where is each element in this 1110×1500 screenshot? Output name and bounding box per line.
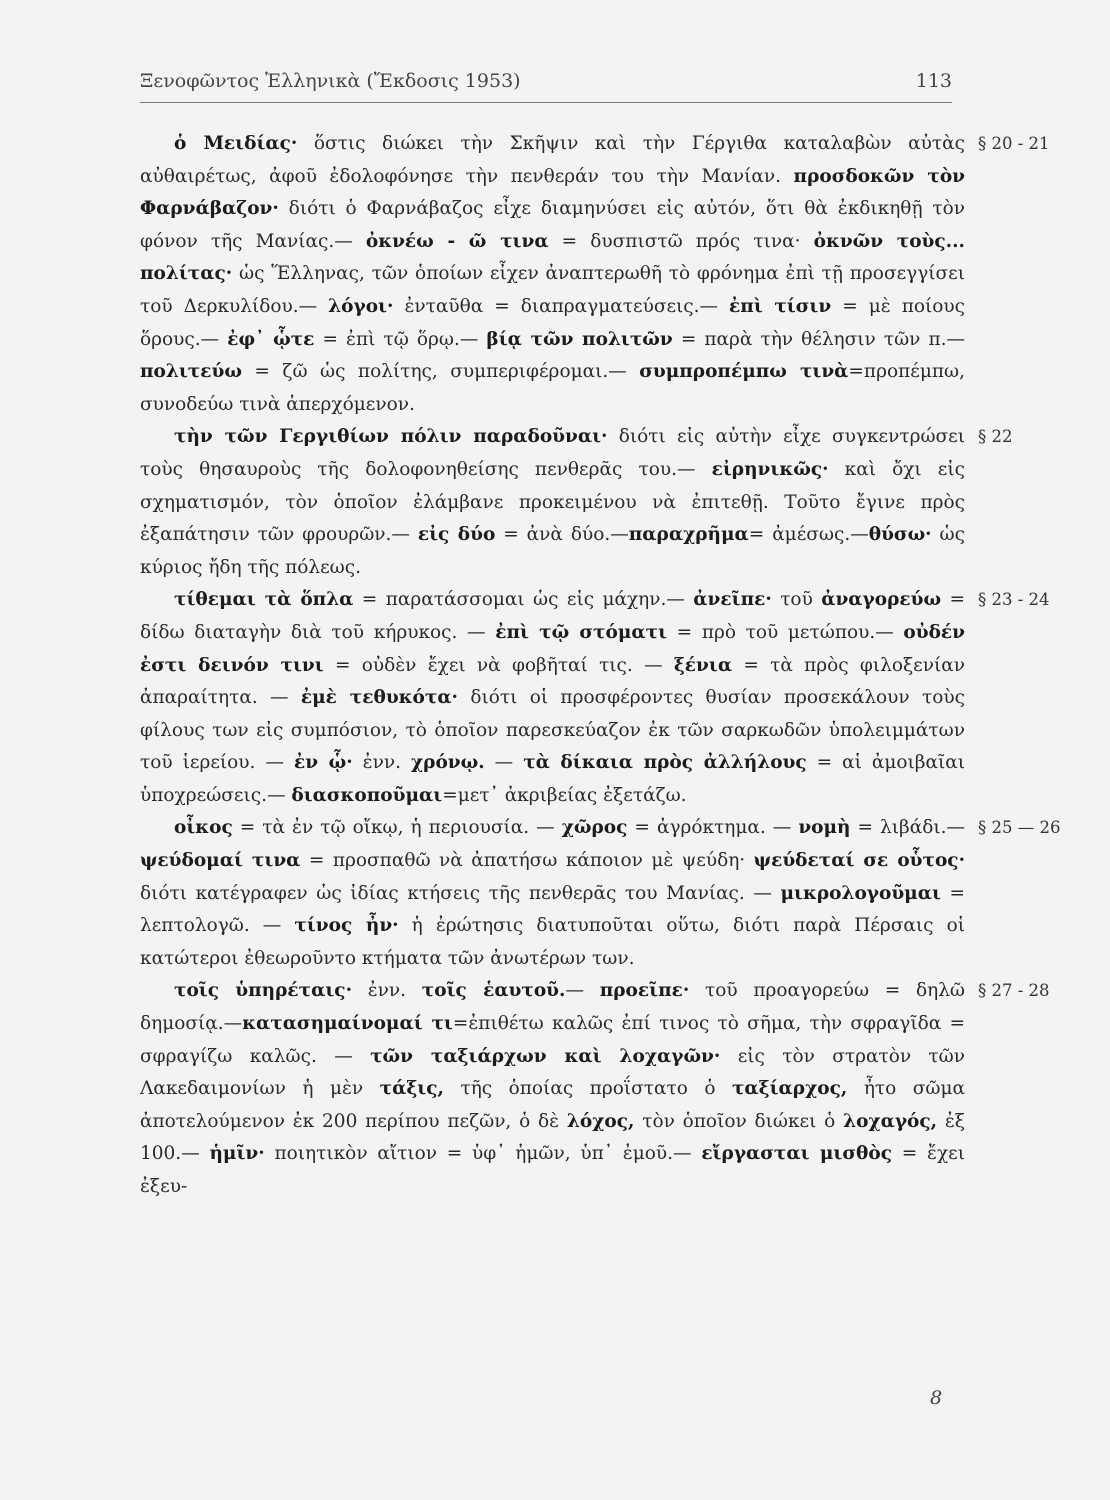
- header-rule: [140, 102, 952, 103]
- commentary-paragraph: [140, 421, 1013, 584]
- lemma: χῶρος: [561, 817, 628, 839]
- lemma: νομὴ: [798, 817, 851, 839]
- gloss: ἐνν.: [352, 980, 422, 1002]
- lemma: εἴργασται μισθὸς: [701, 1143, 892, 1165]
- gloss: = προσπαθῶ νὰ ἀπατήσω κάποιον μὲ ψεύδη·: [300, 850, 754, 872]
- gloss: ἐνταῦθα = διαπραγματεύσεις.—: [393, 295, 730, 317]
- section-marker: § 27 - 28: [978, 981, 1050, 1001]
- lemma: οἶκος: [174, 817, 233, 839]
- gloss: ἐνν.: [352, 752, 411, 774]
- lemma: τὰ δίκαια πρὸς ἀλλήλους: [523, 752, 807, 774]
- lemma: ἀνεῖπε·: [693, 589, 772, 611]
- gloss: = τὰ πρὸς φιλοξενίαν ἀπαραίτητα. —: [140, 654, 965, 709]
- lemma: χρόνῳ.: [410, 752, 485, 774]
- gloss: ὅστις διώκει τὴν Σκῆψιν καὶ τὴν Γέργιθα καταλαβὼν αὐτὰς αὐθαιρέτως, ἀφοῦ ἐδολοφόνησε τὴν πενθεράν του τὴν Μανίαν.: [140, 133, 965, 187]
- gloss: = ἀμέσως.—: [748, 524, 869, 546]
- lemma: τίθεμαι τὰ ὅπλα: [174, 589, 354, 611]
- lemma: παραχρῆμα: [628, 524, 749, 546]
- gloss: = τὰ ἐν τῷ οἴκῳ, ἡ περιουσία. —: [232, 817, 562, 839]
- gloss: = μὲ ποίους ὅρους.—: [140, 295, 966, 350]
- lemma: κατασημαίνομαί τι: [242, 1013, 453, 1035]
- lemma: ψεύδεταί σε οὗτος·: [753, 850, 966, 872]
- section-marker: § 23 - 24: [978, 590, 1050, 610]
- lemma: τίνος ἦν·: [294, 915, 399, 937]
- gloss: τοῦ: [771, 589, 822, 611]
- gloss: ἡ ἐρώτησις διατυποῦται οὕτω, διότι παρὰ Πέρσαις οἱ κατώτεροι ἐθεωροῦντο κτήματα τῶν ἀνωτέρων των.: [140, 915, 965, 969]
- lemma: διασκοποῦμαι: [291, 784, 443, 806]
- gloss: = πρὸ τοῦ μετώπου.—: [667, 621, 904, 643]
- lemma: οὐδέν ἐστι δεινόν τινι: [140, 621, 966, 676]
- lemma: ὀκνέω - ῶ τινα: [365, 230, 549, 252]
- lemma: ὁ Μειδίας·: [174, 133, 298, 154]
- lemma: τὴν τῶν Γεργιθίων πόλιν παραδοῦναι·: [174, 426, 608, 448]
- section-marker: § 25 — 26: [978, 818, 1061, 838]
- gloss: καὶ ὄχι εἰς σχηματισμόν, τὸν ὁποῖον ἐλάμβανε προκειμένου νὰ ἐπιτεθῇ. Τοῦτο ἔγινε πρὸς ἐξαπάτησιν τῶν φρουρῶν.—: [140, 458, 965, 546]
- gloss: = αἱ ἀμοιβαῖαι ὑποχρεώσεις.—: [140, 752, 965, 806]
- signature-mark: 8: [930, 1387, 943, 1409]
- lemma: τάξις,: [379, 1078, 444, 1100]
- lemma: προεῖπε·: [599, 980, 690, 1002]
- lemma: ψεύδομαί τινα: [140, 850, 301, 872]
- lemma: μικρολογοῦμαι: [780, 882, 941, 904]
- section-marker: § 22: [978, 427, 1013, 447]
- lemma: θύσω·: [868, 524, 932, 546]
- commentary-body: [140, 128, 1061, 1204]
- lemma: τοῖς ὑπηρέταις·: [174, 980, 353, 1002]
- lemma: ταξίαρχος,: [731, 1078, 848, 1100]
- gloss: ὡς Ἕλληνας, τῶν ὁποίων εἶχεν ἀναπτερωθῆ τὸ φρόνημα ἐπὶ τῇ προσεγγίσει τοῦ Δερκυλίδου.—: [140, 263, 965, 317]
- lemma: λόγοι·: [328, 295, 394, 317]
- gloss: =ἐπιθέτω καλῶς ἐπί τινος τὸ σῆμα, τὴν σφραγῖδα = σφραγίζω καλῶς. —: [140, 1013, 966, 1067]
- gloss: =μετ᾽ ἀκριβείας ἐξετάζω.: [442, 784, 687, 806]
- lemma: τῶν ταξιάρχων καὶ λοχαγῶν·: [370, 1045, 721, 1067]
- lemma: ἐπὶ τῷ στόματι: [495, 621, 668, 643]
- lemma: ἐπὶ τίσιν: [729, 295, 832, 317]
- lemma: λόχος,: [566, 1110, 635, 1132]
- section-marker: § 20 - 21: [978, 134, 1050, 153]
- lemma: λοχαγός,: [843, 1110, 938, 1132]
- gloss: διότι οἱ προσφέροντες θυσίαν προσεκάλουν τοὺς φίλους των εἰς συμπόσιον, τὸ ὁποῖον παρεσκεύαζον ἐκ τῶν σαρκωδῶν ὑπολειμμάτων τοῦ ἱερείου. —: [140, 687, 965, 774]
- lemma: ξένια: [673, 654, 733, 676]
- lemma: ἡμῖν·: [209, 1143, 265, 1165]
- gloss: διότι ὁ Φαρνάβαζος εἶχε διαμηνύσει εἰς αὐτόν, ὅτι θὰ ἐκδικηθῇ τὸν φόνον τῆς Μανίας.—: [140, 198, 965, 252]
- gloss: = παρὰ τὴν θέλησιν τῶν π.—: [672, 328, 966, 350]
- gloss: —: [484, 752, 524, 774]
- gloss: = ἀγρόκτημα. —: [627, 817, 799, 839]
- gloss: τῆς ὁποίας προΐστατο ὁ: [443, 1078, 732, 1100]
- gloss: —: [565, 980, 600, 1002]
- gloss: = ἔχει ἐξευ-: [140, 1143, 966, 1197]
- gloss: διότι εἰς αὐτὴν εἶχε συγκεντρώσει τοὺς θησαυροὺς τῆς δολοφονηθείσης πενθερᾶς του.—: [140, 426, 965, 480]
- gloss: = ἐπὶ τῷ ὅρῳ.—: [314, 328, 487, 350]
- gloss: ἦτο σῶμα ἀποτελούμενον ἐκ 200 περίπου πεζῶν, ὁ δὲ: [140, 1078, 966, 1132]
- gloss: τοῦ προαγορεύω = δηλῶ δημοσίᾳ.—: [140, 980, 966, 1035]
- gloss: = λιβάδι.—: [850, 817, 965, 839]
- lemma: προσδοκῶν τὸν Φαρνάβαζον·: [140, 165, 965, 220]
- gloss: = οὐδὲν ἔχει νὰ φοβῆταί τις. —: [323, 654, 674, 676]
- lemma: εἰρηνικῶς·: [711, 458, 829, 480]
- gloss: = παρατάσσομαι ὡς εἰς μάχην.—: [353, 589, 694, 611]
- lemma: τοῖς ἑαυτοῦ.: [421, 980, 566, 1002]
- gloss: = δίδω διαταγὴν διὰ τοῦ κήρυκος. —: [140, 589, 965, 643]
- gloss: τὸν ὁποῖον διώκει ὁ: [634, 1110, 844, 1132]
- lemma: ἐν ᾧ·: [293, 752, 353, 774]
- gloss: διότι κατέγραφεν ὡς ἰδίας κτήσεις τῆς πενθερᾶς του Μανίας. —: [140, 882, 781, 904]
- running-title: Ξενοφῶντος Ἑλληνικὰ (Ἔκδοσις 1953): [140, 70, 521, 92]
- lemma: ἀναγορεύω: [821, 589, 942, 611]
- gloss: = δυσπιστῶ πρός τινα·: [548, 230, 814, 252]
- lemma: ἐφ᾽ ᾧτε: [227, 328, 315, 350]
- gloss: εἰς τὸν στρατὸν τῶν Λακεδαιμονίων ἡ μὲν: [140, 1045, 966, 1100]
- gloss: = ἀνὰ δύο.—: [495, 524, 629, 546]
- commentary-paragraph: [140, 584, 1050, 812]
- commentary-paragraph: [140, 975, 1050, 1203]
- lemma: εἰς δύο: [417, 524, 496, 546]
- lemma: πολιτεύω: [140, 361, 242, 383]
- lemma: ἐμὲ τεθυκότα·: [300, 687, 459, 709]
- gloss: = λεπτολογῶ. —: [140, 882, 965, 937]
- commentary-paragraph: [140, 128, 1050, 421]
- page-number: 113: [915, 70, 952, 92]
- gloss: = ζῶ ὡς πολίτης, συμπεριφέρομαι.—: [241, 361, 640, 383]
- lemma: ὀκνῶν τοὺς... πολίτας·: [140, 230, 965, 285]
- commentary-paragraph: [140, 812, 1061, 975]
- gloss: =προπέμπω, συνοδεύω τινὰ ἀπερχόμενον.: [140, 361, 965, 415]
- lemma: βίᾳ τῶν πολιτῶν: [486, 328, 673, 350]
- lemma: συμπροπέμπω τινὰ: [639, 361, 849, 383]
- gloss: ὡς κύριος ἤδη τῆς πόλεως.: [140, 524, 965, 578]
- gloss: ποιητικὸν αἴτιον = ὑφ᾽ ἡμῶν, ὑπ᾽ ἐμοῦ.—: [264, 1143, 702, 1165]
- gloss: ἐξ 100.—: [140, 1110, 966, 1165]
